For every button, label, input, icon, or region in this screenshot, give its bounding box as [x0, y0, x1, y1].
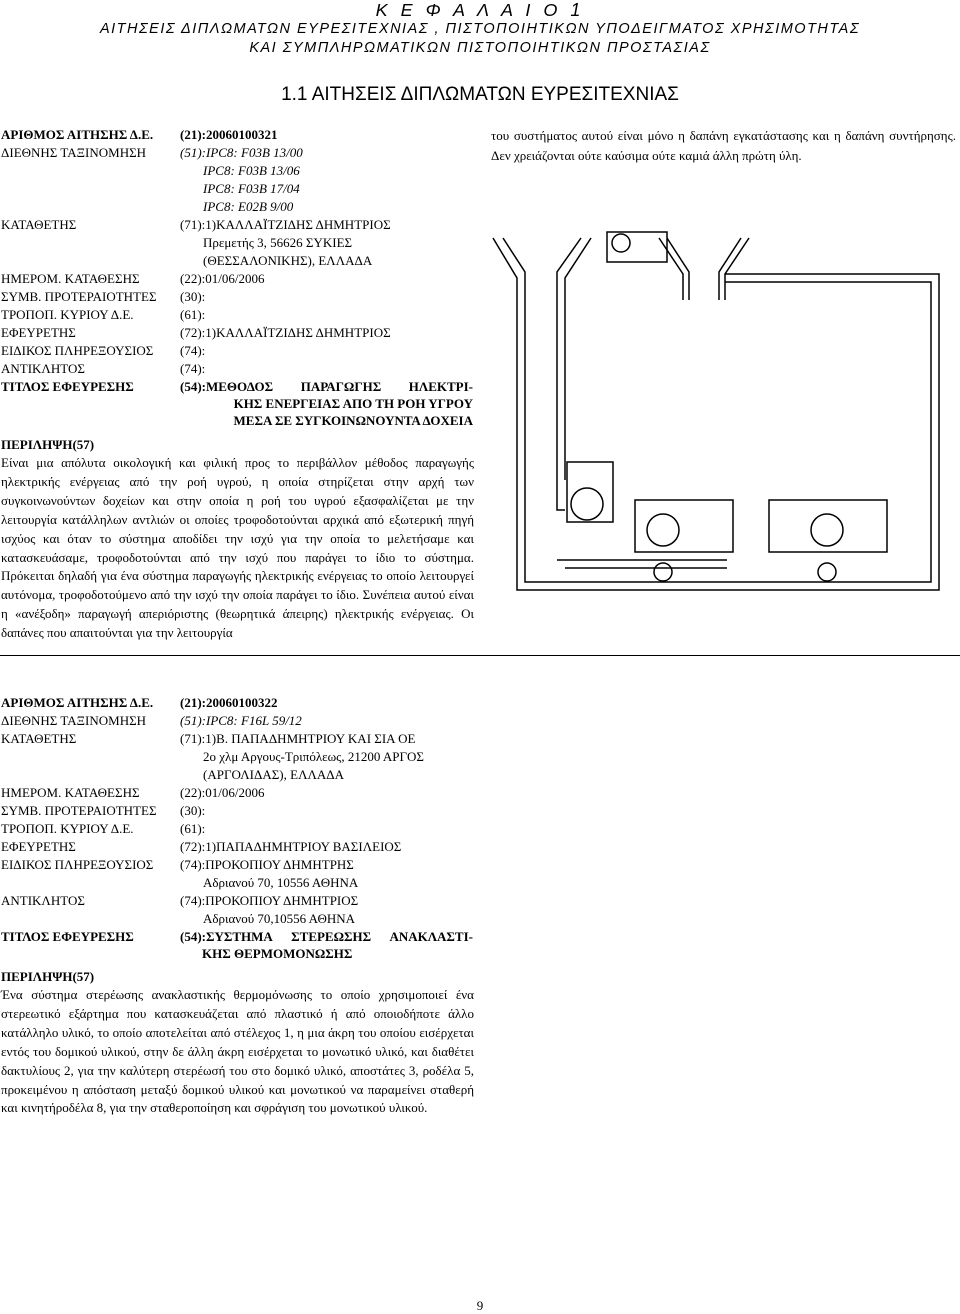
applicant-address-1: Πρεμετής 3, 56626 ΣΥΚΙΕΣ [203, 235, 353, 250]
modification-value: (61): [180, 307, 206, 322]
applicant-address-1: 2ο χλμ Αργους-Τριπόλεως, 21200 ΑΡΓΟΣ [203, 749, 424, 764]
bottom-pipe-system [517, 480, 939, 590]
top-pipe [725, 274, 939, 506]
ipc-label: ΔΙΕΘΝΗΣ ΤΑΞΙΝΟΜΗΣΗ [1, 145, 147, 160]
applicant-address-2: (ΘΕΣΣΑΛΟΝΙΚΗΣ), ΕΛΛΑΔΑ [203, 253, 373, 268]
page-number: 9 [476, 1298, 484, 1313]
modification-value: (61): [180, 821, 206, 836]
deputy-address: Αδριανού 70,10556 ΑΘΗΝΑ [203, 911, 356, 926]
invention-title-line-1: (54):ΣΥΣΤΗΜΑ ΣΤΕΡΕΩΣΗΣ ΑΝΑΚΛΑΣΤΙ- [180, 929, 473, 944]
ipc-label: ΔΙΕΘΝΗΣ ΤΑΞΙΝΟΜΗΣΗ [1, 713, 147, 728]
abstract-heading: ΠΕΡΙΛΗΨΗ(57) [1, 969, 95, 984]
section-title: 1.1 ΑΙΤΗΣΕΙΣ ΔΙΠΛΩΜΑΤΩΝ ΕΥΡΕΣΙΤΕΧΝΙΑΣ [281, 84, 679, 105]
ipc-value-4: IPC8: E02B 9/00 [203, 199, 294, 214]
deputy-value: (74): [180, 361, 206, 376]
abstract-text: Ένα σύστημα στερέωσης ανακλαστικής θερμομόνωσης το οποίο χρησιμοποιεί ένα στερεωτικό εξάρτημα που κατασκευάζεται από πλαστικό ή από οποιοδήποτε άλλο κατάλληλο υλικό, το οποίο αποτελείται από στέλεχος 1, η μια άκρη του οποίου εισέρχεται εντός του δομικού υλικού, στην δε άλλη άκρη εισέρχεται το μονωτικό υλικό, και διαθέτει δακτυλίους 2, για την καλύτερη στερέωσή του στο δομικό υλικό, αποστάτες 3, ροδέλα 5, προκειμένου η απόσταση μεταξύ δομικού υλικού και μονωτικού να παραμείνει σταθερή και κινητήροδέλα 8, για την σταθεροποίηση και σφράγιση του μονωτικού υλικού. [1, 987, 474, 1116]
modification-label: ΤΡΟΠΟΠ. ΚΥΡΙΟΥ Δ.Ε. [1, 821, 134, 836]
invention-title-line-2: ΚΗΣ ΘΕΡΜΟΜΟΝΩΣΗΣ [202, 946, 353, 961]
chapter-subtitle-line-1: ΑΙΤΗΣΕΙΣ ΔΙΠΛΩΜΑΤΩΝ ΕΥΡΕΣΙΤΕΧΝΙΑΣ , ΠΙΣΤΟΠΟΙΗΤΙΚΩΝ ΥΠΟΔΕΙΓΜΑΤΟΣ ΧΡΗΣΙΜΟΤΗΤΑΣ [99, 21, 861, 37]
deputy-label: ΑΝΤΙΚΛΗΤΟΣ [1, 893, 85, 908]
inventor-value: (72):1)ΠΑΠΑΔΗΜΗΤΡΙΟΥ ΒΑΣΙΛΕΙΟΣ [180, 839, 402, 854]
ipc-value-1: (51):IPC8: F16L 59/12 [180, 713, 302, 728]
invention-title-line-1: (54):ΜΕΘΟΔΟΣ ΠΑΡΑΓΩΓΗΣ ΗΛΕΚΤΡΙ- [180, 379, 473, 394]
app-no-value: (21):20060100321 [180, 127, 278, 142]
right-funnel-reservoir [659, 238, 749, 300]
turbine-middle [635, 500, 733, 552]
invention-title-line-2: ΚΗΣ ΕΝΕΡΓΕΙΑΣ ΑΠΟ ΤΗ ΡΟΗ ΥΓΡΟΥ [233, 396, 473, 411]
chapter-heading: Κ Ε Φ Α Λ Α Ι Ο 1 [375, 0, 585, 20]
app-no-label: ΑΡΙΘΜΟΣ ΑΙΤΗΣΗΣ Δ.Ε. [1, 127, 154, 142]
applicant-value: (71):1)Β. ΠΑΠΑΔΗΜΗΤΡΙΟΥ ΚΑΙ ΣΙΑ ΟΕ [180, 731, 416, 746]
deputy-value: (74):ΠΡΟΚΟΠΙΟΥ ΔΗΜΗΤΡΙΟΣ [180, 893, 359, 908]
invention-title [180, 378, 473, 429]
ipc-value-2: IPC8: F03B 13/06 [203, 163, 300, 178]
title-label: ΤΙΤΛΟΣ ΕΦΕΥΡΕΣΗΣ [1, 379, 134, 394]
agent-label: ΕΙΔΙΚΟΣ ΠΛΗΡΕΞΟΥΣΙΟΣ [1, 857, 154, 872]
inventor-label: ΕΦΕΥΡΕΤΗΣ [1, 325, 76, 340]
turbine-right [769, 500, 887, 552]
invention-drawing [487, 180, 957, 620]
ipc-value-1: (51):IPC8: F03B 13/00 [180, 145, 303, 160]
title-label: ΤΙΤΛΟΣ ΕΦΕΥΡΕΣΗΣ [1, 929, 134, 944]
agent-value: (74): [180, 343, 206, 358]
agent-address: Αδριανού 70, 10556 ΑΘΗΝΑ [203, 875, 359, 890]
inventor-label: ΕΦΕΥΡΕΤΗΣ [1, 839, 76, 854]
tank-a [607, 232, 667, 262]
modification-label: ΤΡΟΠΟΠ. ΚΥΡΙΟΥ Δ.Ε. [1, 307, 134, 322]
filing-date-label: ΗΜΕΡΟΜ. ΚΑΤΑΘΕΣΗΣ [1, 271, 140, 286]
invention-title-line-3: ΜΕΣΑ ΣΕ ΣΥΓΚΟΙΝΩΝΟΥΝΤΑ ΔΟΧΕΙΑ [233, 413, 473, 428]
left-funnel-reservoir [493, 238, 591, 510]
app-no-value: (21):20060100322 [180, 695, 278, 710]
inventor-value: (72):1)ΚΑΛΛΑΪΤΖΙΔΗΣ ΔΗΜΗΤΡΙΟΣ [180, 325, 391, 340]
agent-label: ΕΙΔΙΚΟΣ ΠΛΗΡΕΞΟΥΣΙΟΣ [1, 343, 154, 358]
abstract-text: Είναι μια απόλυτα οικολογική και φιλική προς το περιβάλλον μέθοδος παραγωγής ηλεκτρικής ενέργειας από την ροή υγρού, η οποία στηρίζεται στην αρχή των συγκοινωνούντων δοχείων και στην οποία η ροή του υγρού εξασφαλίζεται με την λειτουργία κατάλληλων αντλιών οι οποίες τροφοδοτούνται αρχικά από εξωτερική πηγή ισχύος και όταν το σύστημα αποδίδει την ισχύ για την οποία το μελετήσαμε και κατασκευάσαμε, τροφοδοτούνται από την ισχύ που παράγει το ίδιο το σύστημα. Πρόκειται δηλαδή για ένα σύστημα παραγωγής ηλεκτρικής ενέργειας το οποίο λειτουργεί αυτόνομα, τροφοδοτούμενο από την ισχύ την οποία παράγει το ίδιο. Συνέπεια αυτού είναι η «ανέξοδη» παραγωγή απεριόριστης (θεωρητικά άπειρης) ηλεκτρικής ενέργειας. Οι δαπάνες που απαιτούνται για την λειτουργία [1, 455, 474, 641]
applicant-label: ΚΑΤΑΘΕΤΗΣ [1, 731, 77, 746]
filing-date-label: ΗΜΕΡΟΜ. ΚΑΤΑΘΕΣΗΣ [1, 785, 140, 800]
applicant-value: (71):1)ΚΑΛΛΑΪΤΖΙΔΗΣ ΔΗΜΗΤΡΙΟΣ [180, 217, 391, 232]
applicant-address-2: (ΑΡΓΟΛΙΔΑΣ), ΕΛΛΑΔΑ [203, 767, 345, 782]
priority-value: (30): [180, 803, 206, 818]
invention-title [180, 928, 473, 962]
chapter-subtitle-line-2: ΚΑΙ ΣΥΜΠΛΗΡΩΜΑΤΙΚΩΝ ΠΙΣΤΟΠΟΙΗΤΙΚΩΝ ΠΡΟΣΤΑΣΙΑΣ [249, 40, 711, 56]
applicant-label: ΚΑΤΑΘΕΤΗΣ [1, 217, 77, 232]
deputy-label: ΑΝΤΙΚΛΗΤΟΣ [1, 361, 85, 376]
priority-label: ΣΥΜΒ. ΠΡΟΤΕΡΑΙΟΤΗΤΕΣ [1, 803, 157, 818]
filing-date-value: (22):01/06/2006 [180, 785, 265, 800]
priority-value: (30): [180, 289, 206, 304]
pumps [654, 563, 836, 581]
priority-label: ΣΥΜΒ. ΠΡΟΤΕΡΑΙΟΤΗΤΕΣ [1, 289, 157, 304]
filing-date-value: (22):01/06/2006 [180, 271, 265, 286]
app-no-label: ΑΡΙΘΜΟΣ ΑΙΤΗΣΗΣ Δ.Ε. [1, 695, 154, 710]
ipc-value-3: IPC8: F03B 17/04 [203, 181, 300, 196]
patent-record-1 [1, 126, 476, 643]
patent-record-2 [1, 694, 476, 1118]
abstract-heading: ΠΕΡΙΛΗΨΗ(57) [1, 437, 95, 452]
abstract-continuation: του συστήματος αυτού είναι μόνο η δαπάνη εγκατάστασης και η δαπάνη συντήρησης. Δεν χρειάζονται ούτε καύσιμα ούτε καμιά άλλη πρώτη ύλη. [491, 128, 956, 163]
turbine-left [567, 462, 613, 522]
agent-value: (74):ΠΡΟΚΟΠΙΟΥ ΔΗΜΗΤΡΗΣ [180, 857, 354, 872]
record-separator [0, 655, 960, 656]
